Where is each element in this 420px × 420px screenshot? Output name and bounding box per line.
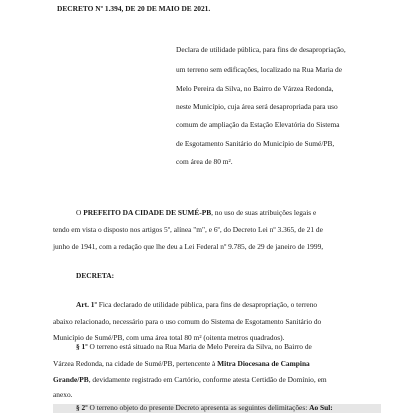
ementa-line: Declara de utilidade pública, para fins de desapropriação, xyxy=(176,45,346,54)
decreta-heading: DECRETA: xyxy=(76,271,115,280)
article-line: Município de Sumé/PB, com uma área total 80 m² (oitenta metros quadrados). xyxy=(53,333,285,342)
paragraph-line: § 2º O terreno objeto do presente Decreto apresenta as seguintes delimitações: Ao Sul: xyxy=(76,403,333,412)
article-line: Art. 1º Fica declarado de utilidade pública, para fins de desapropriação, o terreno xyxy=(76,300,318,309)
ementa-line: com área de 80 m². xyxy=(176,157,233,166)
ementa-line: neste Município, cuja área será desapropriada para uso xyxy=(176,102,338,111)
ementa-line: de Esgotamento Sanitário do Município de Sumé/PB, xyxy=(176,139,335,148)
paragraph-line: § 1º O terreno está situado na Rua Maria de Melo Pereira da Silva, no Bairro de xyxy=(76,342,312,351)
mayor-title: PREFEITO DA CIDADE DE SUMÉ-PB xyxy=(83,208,212,217)
preamble-line: tendo em vista o disposto nos artigos 5º, alínea "m", e 6º, do Decreto Lei nº 3.365, de 21 de xyxy=(53,225,323,234)
paragraph-line: Várzea Redonda, na cidade de Sumé/PB, pertencente à Mitra Diocesana de Campina xyxy=(53,359,310,368)
ementa-line: comum de ampliação da Estação Elevatória do Sistema xyxy=(176,120,340,129)
paragraph-line: anexo. xyxy=(53,390,73,399)
preamble-line: junho de 1941, com a redação que lhe deu a Lei Federal nº 9.785, de 29 de janeiro de 1999, xyxy=(53,242,324,251)
article-line: abaixo relacionado, necessário para o uso comum do Sistema de Esgotamento Sanitário do xyxy=(53,317,322,326)
paragraph-line: Grande/PB, devidamente registrado em Cartório, conforme atesta Certidão de Domínio, em xyxy=(53,375,327,384)
ementa-line: um terreno sem edificações, localizado na Rua Maria de xyxy=(176,65,343,74)
owner-name: Mitra Diocesana de Campina xyxy=(217,359,310,368)
decree-title: DECRETO Nº 1.394, DE 20 DE MAIO DE 2021. xyxy=(57,4,211,13)
paragraph-label: § 1º xyxy=(76,342,88,351)
ementa-line: Melo Pereira da Silva, no Bairro de Várzea Redonda, xyxy=(176,84,334,93)
preamble-line: O PREFEITO DA CIDADE DE SUMÉ-PB, no uso de suas atribuições legais e xyxy=(76,208,317,217)
paragraph-label: § 2º xyxy=(76,403,88,412)
article-label: Art. 1º xyxy=(76,300,97,309)
